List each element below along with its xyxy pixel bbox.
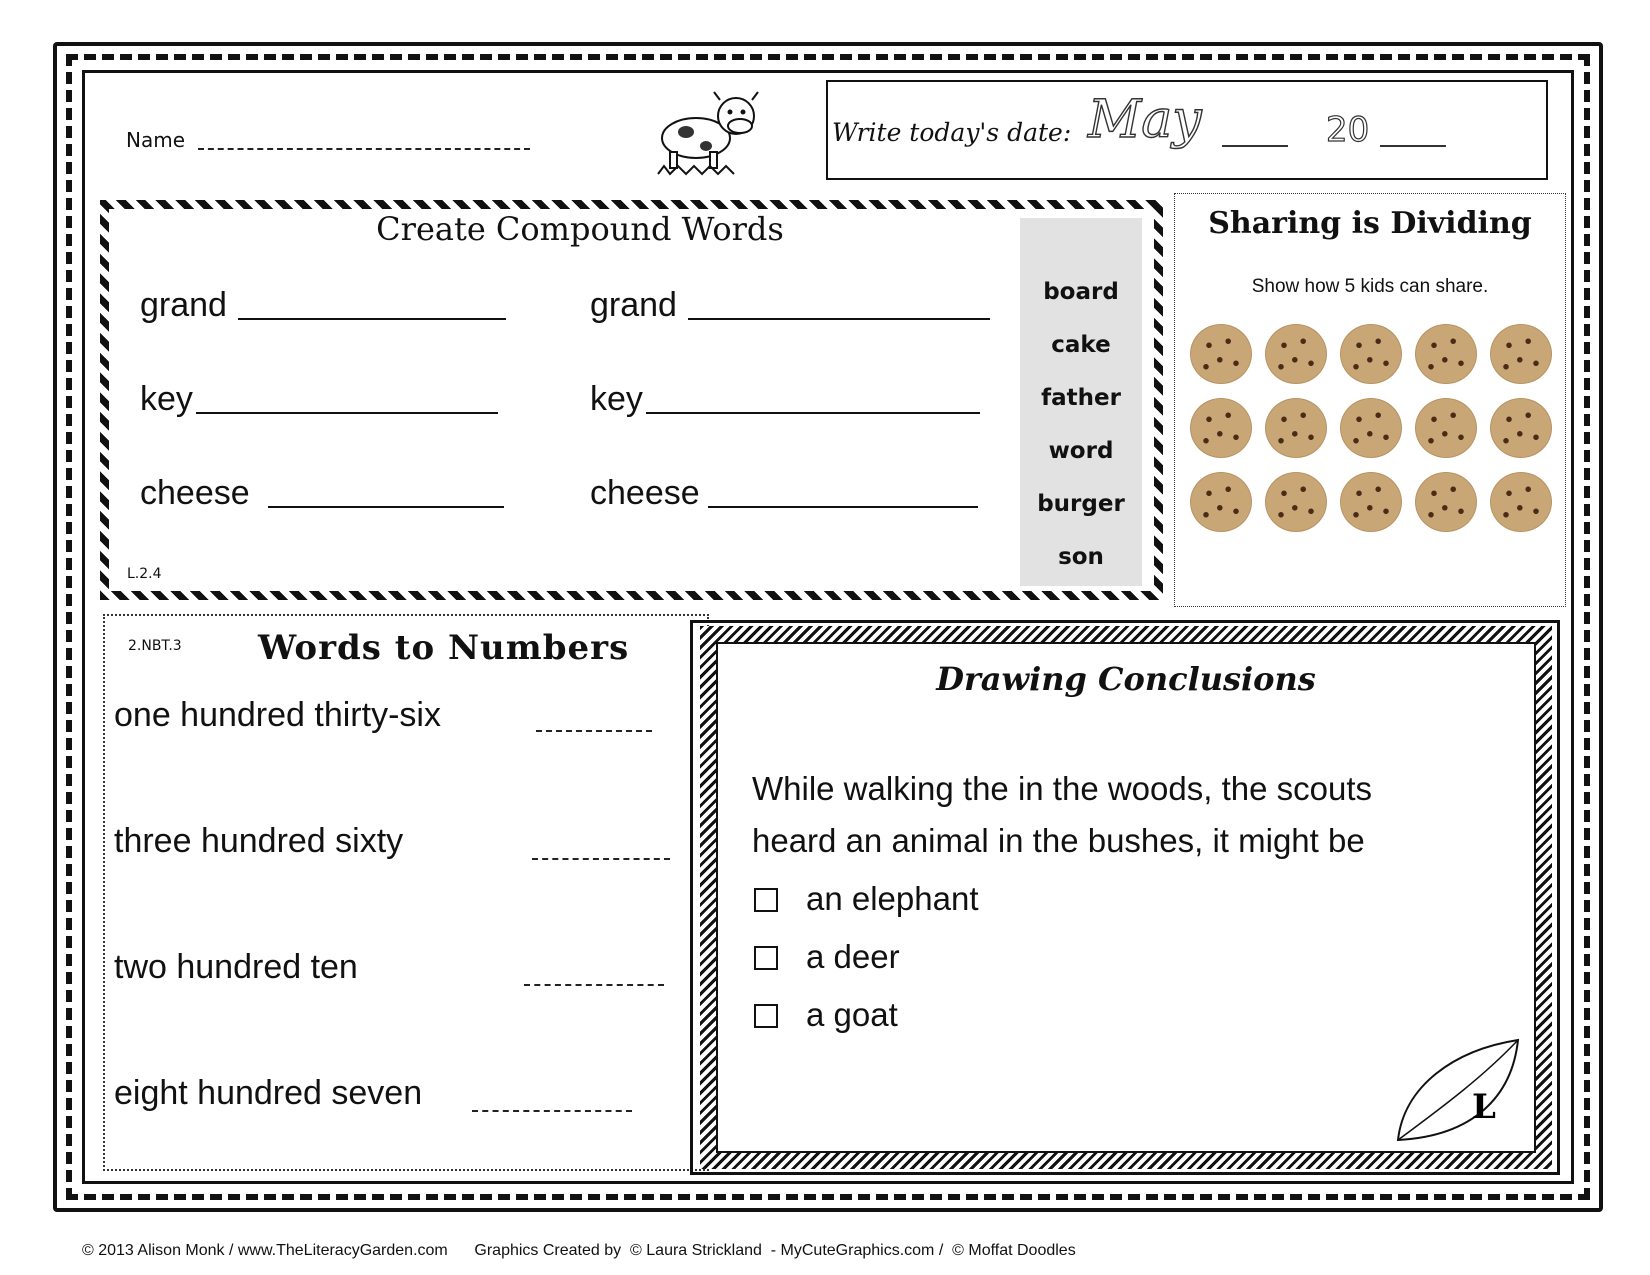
wtn-standard: 2.NBT.3 — [128, 638, 182, 654]
word-bank-item: father — [1041, 385, 1121, 411]
compound-answer-line[interactable] — [708, 506, 978, 508]
compound-left-word: key — [140, 380, 193, 418]
cookie-icon — [1190, 472, 1252, 532]
cookie-icon — [1265, 324, 1327, 384]
name-field[interactable] — [198, 148, 530, 150]
cookie-icon — [1415, 472, 1477, 532]
cow-icon — [648, 86, 768, 182]
date-year-field[interactable] — [1380, 145, 1446, 147]
sharing-instruction: Show how 5 kids can share. — [1251, 276, 1489, 297]
option-checkbox[interactable] — [754, 1004, 778, 1028]
leaf-letter: L — [1472, 1087, 1496, 1127]
compound-right-word: cheese — [590, 474, 700, 512]
cookie-icon — [1190, 324, 1252, 384]
dc-prompt-line: While walking the in the woods, the scouts — [752, 770, 1372, 807]
date-day-field[interactable] — [1222, 145, 1288, 147]
cookie-icon — [1265, 472, 1327, 532]
wtn-item: one hundred thirty-six — [114, 696, 441, 734]
cookie-icon — [1415, 398, 1477, 458]
footer-credits: © 2013 Alison Monk / www.TheLiteracyGarden.com Graphics Created by © Laura Strickland - MyCuteGraphics.com / © Moffat Doodles — [82, 1242, 1076, 1259]
compound-answer-line[interactable] — [196, 412, 498, 414]
cookie-icon — [1340, 472, 1402, 532]
cookie-icon — [1265, 398, 1327, 458]
compound-right-word: grand — [590, 286, 677, 324]
compound-left-word: grand — [140, 286, 227, 324]
name-label: Name — [126, 128, 186, 152]
compound-answer-line[interactable] — [238, 318, 506, 320]
cookie-icon — [1490, 324, 1552, 384]
word-bank-item: word — [1048, 438, 1114, 464]
wtn-title: Words to Numbers — [258, 628, 630, 668]
dc-prompt-line: heard an animal in the bushes, it might be — [752, 822, 1365, 859]
wtn-item: two hundred ten — [114, 948, 358, 986]
cookie-icon — [1340, 324, 1402, 384]
option-checkbox[interactable] — [754, 888, 778, 912]
compound-right-word: key — [590, 380, 643, 418]
wtn-answer-line[interactable] — [524, 984, 664, 986]
date-year-prefix: 20 — [1326, 110, 1370, 150]
option-label: a deer — [806, 938, 900, 975]
option-checkbox[interactable] — [754, 946, 778, 970]
wtn-answer-line[interactable] — [532, 858, 670, 860]
compound-left-word: cheese — [140, 474, 250, 512]
wtn-item: eight hundred seven — [114, 1074, 423, 1112]
compound-answer-line[interactable] — [268, 506, 504, 508]
word-bank-item: burger — [1037, 491, 1125, 517]
word-bank-item: board — [1043, 279, 1119, 305]
compound-title: Create Compound Words — [376, 210, 784, 248]
cookie-icon — [1490, 398, 1552, 458]
date-month-tracing: May — [1088, 90, 1202, 150]
compound-standard: L.2.4 — [127, 566, 162, 582]
sharing-title: Sharing is Dividing — [1208, 206, 1532, 241]
option-label: a goat — [806, 996, 898, 1033]
cookie-icon — [1190, 398, 1252, 458]
word-bank-item: son — [1058, 544, 1104, 570]
cookie-icon — [1340, 398, 1402, 458]
wtn-item: three hundred sixty — [114, 822, 404, 860]
wtn-answer-line[interactable] — [472, 1110, 632, 1112]
dc-title: Drawing Conclusions — [936, 660, 1316, 698]
cookie-icon — [1415, 324, 1477, 384]
wtn-answer-line[interactable] — [536, 730, 652, 732]
option-label: an elephant — [806, 880, 979, 917]
compound-answer-line[interactable] — [688, 318, 990, 320]
word-bank-item: cake — [1051, 332, 1111, 358]
date-label: Write today's date: — [832, 118, 1072, 147]
leaf-icon — [1394, 1036, 1524, 1144]
cookie-icon — [1490, 472, 1552, 532]
compound-answer-line[interactable] — [646, 412, 980, 414]
